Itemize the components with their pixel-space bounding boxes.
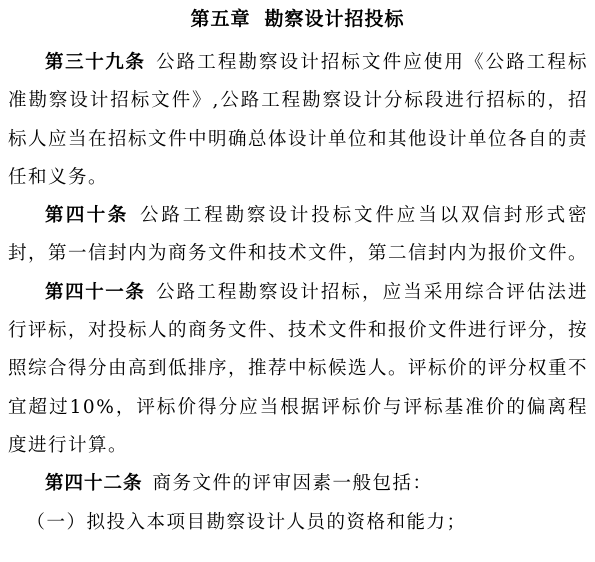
chapter-title: 勘察设计招投标	[264, 8, 405, 30]
list-item-marker: （一）	[26, 511, 87, 533]
article-number: 第四十二条	[45, 473, 143, 495]
article-number: 第四十条	[45, 205, 129, 227]
chapter-number: 第五章	[190, 8, 251, 30]
article-paragraph	[8, 44, 588, 197]
article-number: 第四十一条	[45, 281, 146, 303]
chapter-heading	[0, 6, 595, 32]
article-text: 公路工程勘察设计投标文件应当以双信封形式密封，第一信封内为商务文件和技术文件，第二信封内为报价文件。	[8, 205, 589, 265]
document-body	[8, 44, 588, 542]
article-text: 公路工程勘察设计招标文件应使用《公路工程标准勘察设计招标文件》,公路工程勘察设计分标段进行招标的，招标人应当在招标文件中明确总体设计单位和其他设计单位各自的责任和义务。	[8, 52, 589, 188]
article-paragraph	[8, 465, 588, 503]
article-paragraph	[8, 197, 588, 274]
article-paragraph	[8, 274, 588, 465]
article-text: 商务文件的评审因素一般包括：	[152, 473, 433, 495]
article-number: 第三十九条	[45, 52, 146, 73]
list-item	[8, 504, 588, 542]
list-item-text: 拟投入本项目勘察设计人员的资格和能力；	[86, 511, 467, 533]
article-text: 公路工程勘察设计招标，应当采用综合评估法进行评标，对投标人的商务文件、技术文件和报价文件进行评分，按照综合得分由高到低排序，推荐中标候选人。评标价的评分权重不宜超过10%，评标价得分应当根据评标价与评标基准价的偏离程度进行计算。	[8, 281, 589, 456]
